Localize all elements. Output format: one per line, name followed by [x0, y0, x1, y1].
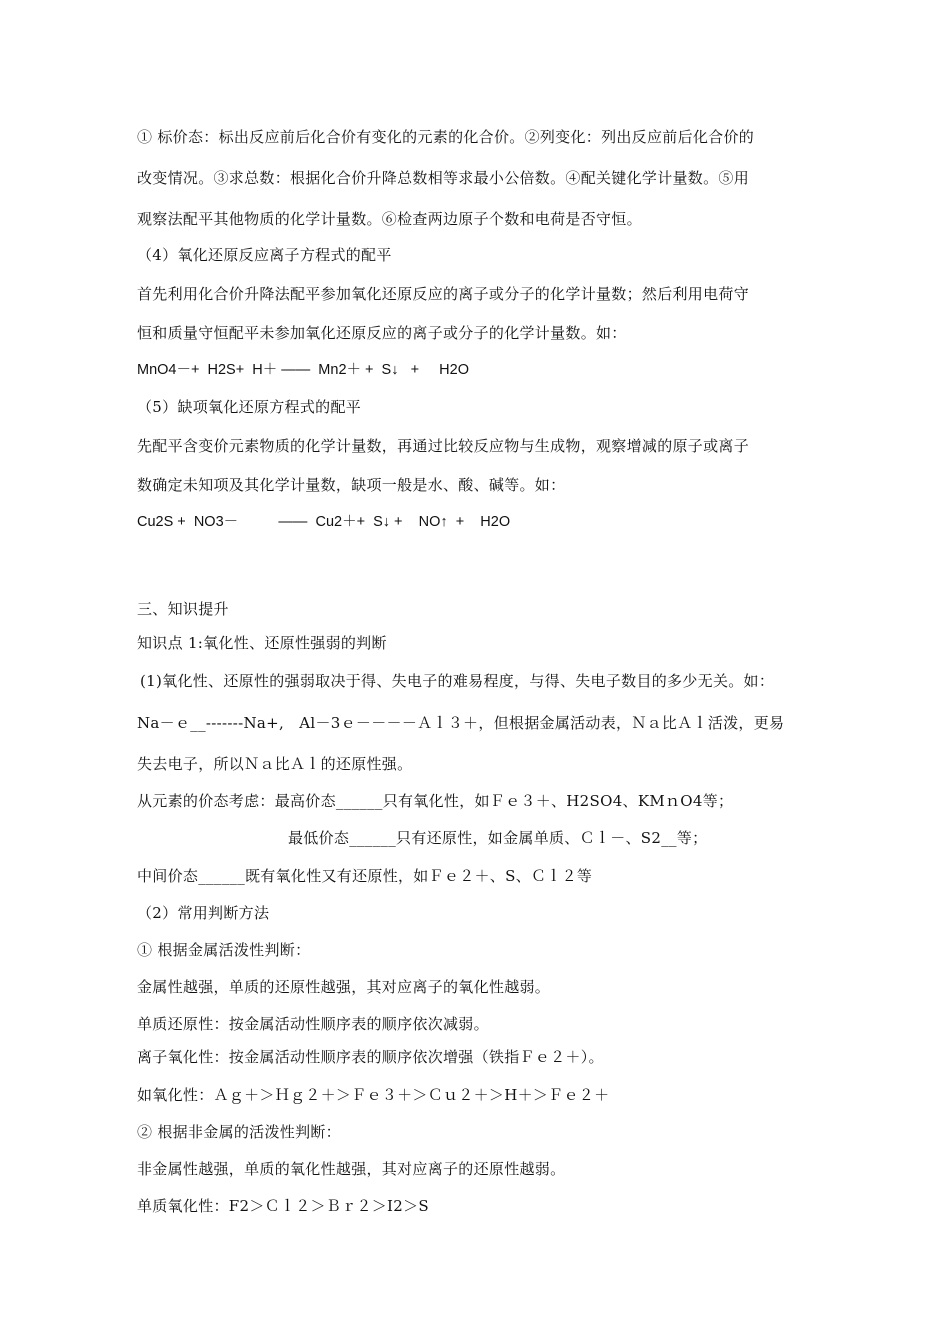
text-line: 离子氧化性：按金属活动性顺序表的顺序依次增强（铁指Ｆｅ２＋）。	[137, 1048, 604, 1066]
equation-line: MnO4－+ H2S+ H＋ —— Mn2＋ + S↓ + H2O	[137, 362, 469, 378]
text-line: 最低价态______只有还原性，如金属单质、Ｃｌ－、S2__等；	[288, 829, 708, 847]
text-line: 中间价态______既有氧化性又有还原性，如Ｆｅ２＋、S、Ｃｌ２等	[137, 867, 593, 885]
section-heading: （5）缺项氧化还原方程式的配平	[137, 398, 362, 416]
text-line: (1)氧化性、还原性的强弱取决于得、失电子的难易程度，与得、失电子数目的多少无关。如：	[140, 672, 775, 690]
text-line: 恒和质量守恒配平未参加氧化还原反应的离子或分子的化学计量数。如：	[137, 324, 627, 342]
text-line: 从元素的价态考虑：最高价态______只有氧化性，如Ｆｅ３＋、H2SO4、KMｎO4等；	[137, 792, 734, 810]
text-line: 金属性越强，单质的还原性越强，其对应离子的氧化性越弱。	[137, 978, 551, 996]
text-line: ① 根据金属活泼性判断：	[137, 941, 311, 959]
text-line: 如氧化性：Ａｇ＋＞Ｈｇ２＋＞Ｆｅ３＋＞Ｃｕ２＋＞H＋＞Ｆｅ２＋	[137, 1086, 610, 1104]
text-line: 观察法配平其他物质的化学计量数。⑥检查两边原子个数和电荷是否守恒。	[137, 210, 642, 228]
section-heading: （4）氧化还原反应离子方程式的配平	[137, 246, 392, 264]
text-line: 先配平含变价元素物质的化学计量数，再通过比较反应物与生成物，观察增减的原子或离子	[137, 437, 750, 455]
text-line: ① 标价态：标出反应前后化合价有变化的元素的化合价。②列变化：列出反应前后化合价的	[137, 128, 755, 146]
text-line: 非金属性越强，单质的氧化性越强，其对应离子的还原性越弱。	[137, 1160, 566, 1178]
knowledge-point-title: 知识点 1:氧化性、还原性强弱的判断	[137, 634, 387, 652]
section-heading: （2）常用判断方法	[137, 904, 270, 922]
text-line: Na－ｅ__-------Na+, Al－3ｅ－－－－Ａｌ３＋，但根据金属活动表，Ｎａ比Ａｌ活泼，更易	[137, 714, 785, 732]
text-line: 数确定未知项及其化学计量数，缺项一般是水、酸、碱等。如：	[137, 476, 566, 494]
text-line: 改变情况。③求总数：根据化合价升降总数相等求最小公倍数。④配关键化学计量数。⑤用	[137, 169, 750, 187]
equation-line: Cu2S + NO3－ —— Cu2＋+ S↓ + NO↑ + H2O	[137, 514, 511, 530]
section-heading: 三、知识提升	[137, 600, 229, 618]
text-line: 失去电子，所以Ｎａ比Ａｌ的还原性强。	[137, 755, 413, 773]
text-line: 单质还原性：按金属活动性顺序表的顺序依次减弱。	[137, 1015, 489, 1033]
text-line: ② 根据非金属的活泼性判断：	[137, 1123, 341, 1141]
text-line: 首先利用化合价升降法配平参加氧化还原反应的离子或分子的化学计量数；然后利用电荷守	[137, 285, 750, 303]
text-line: 单质氧化性：F2＞Ｃｌ２＞Ｂｒ２＞I2＞S	[137, 1197, 429, 1215]
